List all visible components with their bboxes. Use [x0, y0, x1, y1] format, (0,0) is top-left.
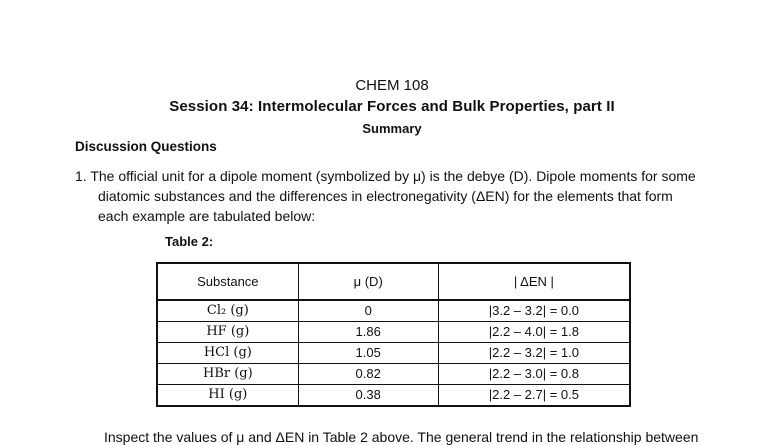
cell-delta-en: |2.2 – 4.0| = 1.8: [438, 322, 630, 343]
summary-label: Summary: [362, 121, 422, 136]
cell-substance: HCl (g): [157, 343, 298, 364]
question-1: [75, 166, 725, 226]
header-dipole: μ (D): [298, 263, 438, 300]
cell-dipole: 1.86: [298, 322, 438, 343]
cell-delta-en: |3.2 – 3.2| = 0.0: [438, 300, 630, 322]
table-header-row: [157, 263, 630, 300]
table-row: [157, 322, 630, 343]
cell-dipole: 0.38: [298, 385, 438, 407]
question-1-line-1: 1. The official unit for a dipole moment (symbolized by μ) is the debye (D). Dipole moments for some: [75, 168, 696, 184]
cell-substance: HF (g): [157, 322, 298, 343]
dipole-table: [156, 262, 631, 407]
course-title: CHEM 108: [355, 77, 429, 94]
cell-dipole: 0.82: [298, 364, 438, 385]
header-delta-en: | ΔEN |: [438, 263, 630, 300]
cell-substance: Cl₂ (g): [157, 300, 298, 322]
section-heading: Discussion Questions: [75, 139, 217, 154]
question-1-line-2: diatomic substances and the differences in electronegativity (ΔEN) for the elements that form: [98, 188, 673, 204]
cell-delta-en: |2.2 – 2.7| = 0.5: [438, 385, 630, 407]
cell-delta-en: |2.2 – 3.0| = 0.8: [438, 364, 630, 385]
table-row: [157, 385, 630, 407]
header-substance: Substance: [157, 263, 298, 300]
session-title: Session 34: Intermolecular Forces and Bulk Properties, part II: [169, 98, 615, 115]
cell-substance: HI (g): [157, 385, 298, 407]
cell-delta-en: |2.2 – 3.2| = 1.0: [438, 343, 630, 364]
cell-dipole: 0: [298, 300, 438, 322]
cell-substance: HBr (g): [157, 364, 298, 385]
trailing-text: Inspect the values of μ and ΔEN in Table 2 above. The general trend in the relationship between: [104, 429, 699, 445]
table-row: [157, 364, 630, 385]
table-row: [157, 343, 630, 364]
question-1-line-3: each example are tabulated below:: [98, 208, 316, 224]
cell-dipole: 1.05: [298, 343, 438, 364]
table-caption: Table 2:: [165, 234, 214, 249]
table-row: [157, 300, 630, 322]
